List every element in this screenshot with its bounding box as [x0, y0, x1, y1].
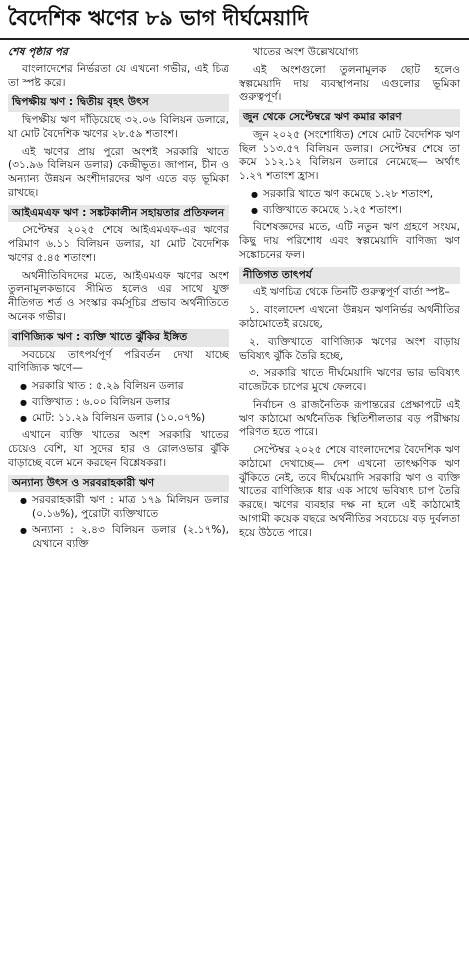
numbered-list: [239, 304, 460, 395]
paragraph: বাংলাদেশের নির্ভরতা যে এখনো গভীর, এই চিত্র তা স্পষ্ট করে।: [8, 62, 229, 89]
subheading: দ্বিপক্ষীয় ঋণ : দ্বিতীয় বৃহৎ উৎস: [8, 94, 229, 112]
paragraph: সবচেয়ে তাৎপর্যপূর্ণ পরিবর্তন দেখা যাচ্ছে বাণিজ্যিক ঋণে—: [8, 348, 229, 375]
headline: বৈদেশিক ঋণের ৮৯ ভাগ দীর্ঘমেয়াদি: [0, 0, 469, 40]
paragraph: দ্বিপক্ষীয় ঋণ দাঁড়িয়েছে ৩২.০৬ বিলিয়ন ডলারে, যা মোট বৈদেশিক ঋণের ২৮.৫৯ শতাংশ।: [8, 114, 229, 140]
list-item: ● সরকারি খাত : ৫.২৯ বিলিয়ন ডলার: [20, 380, 229, 394]
paragraph: এই ঋণের প্রায় পুরো অংশই সরকারি খাতে (৩১.৯৬ বিলিয়ন ডলার) কেন্দ্রীভূত। জাপান, চীন ও অন্যান্য উন্নয়ন অংশীদারদের ঋণ এতে বড় ভূমিকা রাখছে।: [8, 145, 229, 199]
paragraph: নির্বাচন ও রাজনৈতিক রূপান্তরের প্রেক্ষাপটে এই ঋণ কাঠামো অর্থনৈতিক স্থিতিশীলতার বড় পরীক্ষায় পরিণত হতে পারে।: [239, 398, 460, 439]
paragraph: এই ঋণচিত্র থেকে তিনটি গুরুত্বপূর্ণ বার্তা স্পষ্ট–: [253, 286, 450, 299]
list-item: ● মোট: ১১.২৯ বিলিয়ন ডলার (১০.০৭%): [20, 412, 229, 426]
right-column: [239, 46, 460, 556]
continued-label: শেষ পৃষ্ঠার পর: [8, 46, 68, 58]
list-item: ● সরবরাহকারী ঋণ : মাত্র ১৭৯ মিলিয়ন ডলার (০.১৬%), পুরোটা ব্যক্তিখাতে: [20, 494, 229, 522]
left-column: [8, 46, 229, 556]
paragraph: জুন ২০২৫ (সংশোধিত) শেষে মোট বৈদেশিক ঋণ ছিল ১১৩.৫৭ বিলিয়ন ডলার। সেপ্টেম্বর শেষে তা কমে ১১২.১২ বিলিয়ন ডলারে নেমেছে— অর্থাৎ ১.২৭ শতাংশ হ্রাস।: [239, 128, 460, 183]
paragraph: খাতের অংশ উল্লেখযোগ্য: [253, 46, 359, 58]
bullet-list: [239, 188, 460, 218]
bullet-list: [8, 494, 229, 551]
numbered-item: ১. বাংলাদেশ এখনো উন্নয়ন ঋণনির্ভর অর্থনীতির কাঠামোতেই রয়েছে,: [239, 304, 460, 331]
paragraph: বিশেষজ্ঞদের মতে, এটি নতুন ঋণ গ্রহণে সংযম, কিছু দায় পরিশোধ এবং স্বল্পমেয়াদি বাণিজ্য ঋণ সঙ্কোচনের ফল।: [239, 221, 460, 261]
subheading: অন্যান্য উৎস ও সরবরাহকারী ঋণ: [8, 475, 229, 493]
subheading: নীতিগত তাৎপর্য: [239, 267, 460, 285]
list-item: ● ব্যক্তিখাত : ৬.০০ বিলিয়ন ডলার: [20, 396, 229, 410]
subheading: বাণিজ্যিক ঋণ : ব্যক্তি খাতে ঝুঁকির ইঙ্গিত: [8, 329, 229, 347]
paragraph: এই অংশগুলো তুলনামূলক ছোট হলেও স্বল্পমেয়াদি দায় ব্যবস্থাপনায় এগুলোর ভূমিকা গুরুত্বপূর্ণ।: [239, 63, 460, 104]
numbered-item: ২. ব্যক্তিখাতে বাণিজ্যিক ঋণের অংশ বাড়ায় ভবিষ্যৎ ঝুঁকি তৈরি হচ্ছে,: [239, 335, 460, 362]
numbered-item: ৩. সরকারি খাতে দীর্ঘমেয়াদি ঋণের ভার ভবিষ্যৎ বাজেটকে চাপের মুখে ফেলবে।: [239, 367, 460, 394]
paragraph: সেপ্টেম্বর ২০২৫ শেষে আইএমএফ-এর ঋণের পরিমাণ ৬.১১ বিলিয়ন ডলার, যা মোট বৈদেশিক ঋণের ৫.৪৫ শতাংশ।: [8, 224, 229, 264]
list-item: ● ব্যক্তিখাতে কমেছে ১.২৫ শতাংশ।: [251, 204, 460, 218]
subheading: জুন থেকে সেপ্টেম্বরে ঋণ কমার কারণ: [239, 109, 460, 127]
subheading: আইএমএফ ঋণ : সঙ্কটকালীন সহায়তার প্রতিফলন: [8, 205, 229, 223]
paragraph: অর্থনীতিবিদদের মতে, আইএমএফ ঋণের অংশ তুলনামূলকভাবে সীমিত হলেও এর সাথে যুক্ত নীতিগত শর্ত ও সংস্কার কর্মসূচির প্রভাব অর্থনীতিতে অনেক গভীর।: [8, 269, 229, 324]
article-body: [0, 40, 469, 556]
paragraph: এখানে ব্যক্তি খাতের অংশ সরকারি খাতের চেয়েও বেশি, যা সুদের হার ও রোলওভার ঝুঁকি বাড়াচ্ছে বলে মনে করছেন বিশ্লেষকরা।: [8, 429, 229, 469]
list-item: ● অন্যান্য : ২.৪৩ বিলিয়ন ডলার (২.১৭%), যেখানে ব্যক্তি: [20, 524, 229, 552]
list-item: ● সরকারি খাতে ঋণ কমেছে ১.২৮ শতাংশ,: [251, 188, 460, 202]
bullet-list: [8, 380, 229, 425]
paragraph: সেপ্টেম্বর ২০২৫ শেষে বাংলাদেশের বৈদেশিক ঋণ কাঠামো দেখাচ্ছে— দেশ এখনো তাৎক্ষণিক ঋণ ঝুঁকিতে নেই, তবে দীর্ঘমেয়াদি সরকারি ঋণ ও ব্যক্তি খাতের বাণিজ্যিক ধার এক সাথে ভবিষ্যৎ চাপ তৈরি করছে। ঋণের ব্যবহার দক্ষ না হলে এই কাঠামোই আগামী কয়েক বছরে অর্থনীতির সবচেয়ে বড় দুর্বলতা হয়ে উঠতে পারে।: [239, 444, 460, 539]
